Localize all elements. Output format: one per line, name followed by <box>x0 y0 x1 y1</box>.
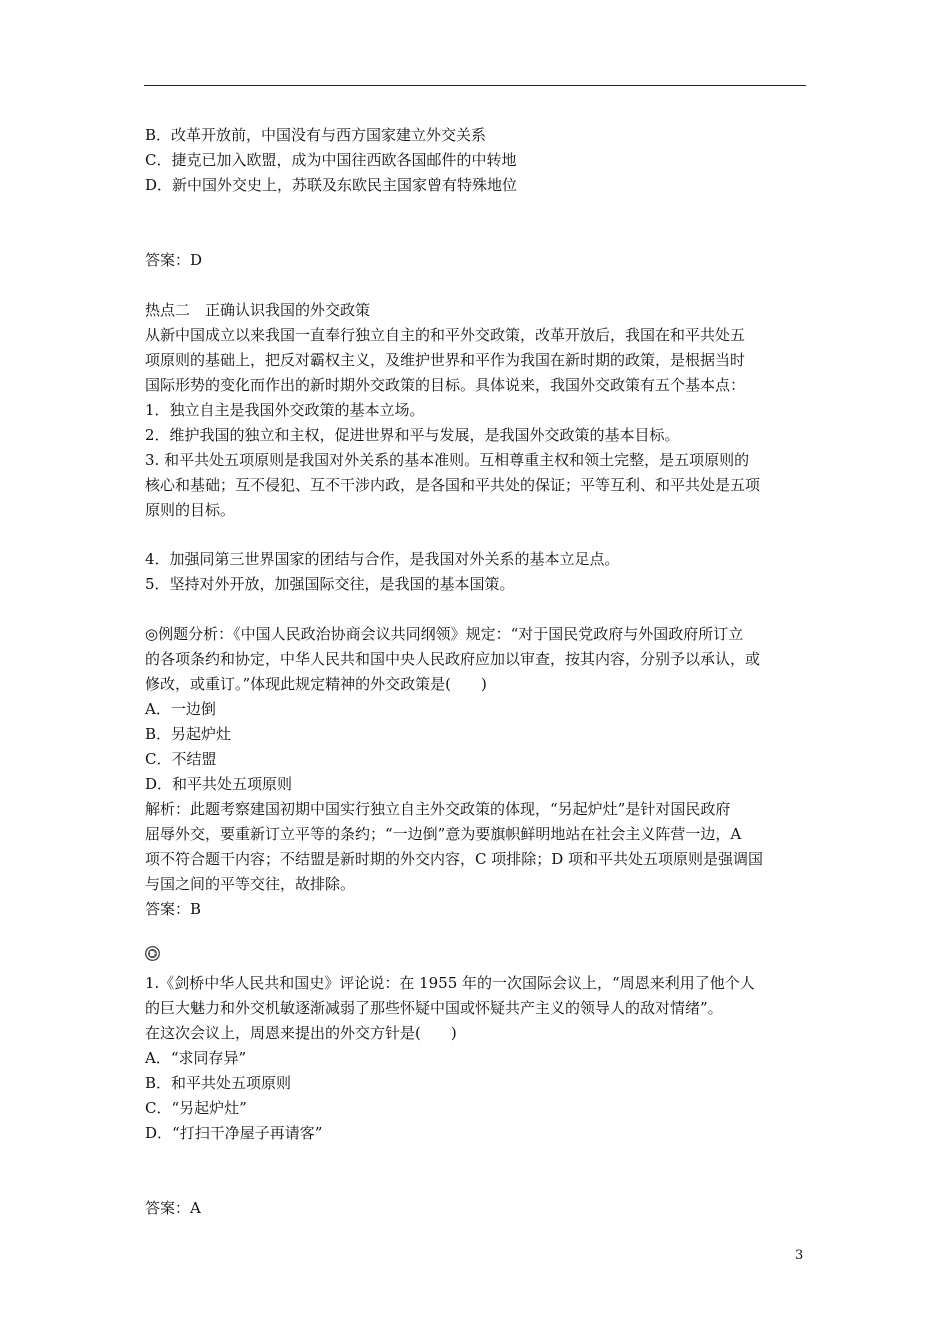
example-analysis: 项不符合题干内容；不结盟是新时期的外交内容，C 项排除；D 项和平共处五项原则是强调国 <box>145 850 764 868</box>
example-analysis: 与国之间的平等交往，故排除。 <box>145 875 356 893</box>
intro-line: 项原则的基础上，把反对霸权主义，及维护世界和平作为我国在新时期的政策，是根据当时 <box>145 351 746 369</box>
policy-point-3: 核心和基础；互不侵犯、互不干涉内政，是各国和平共处的保证；平等互利、和平共处是五项 <box>145 476 761 494</box>
practice-option: C．“另起炉灶” <box>145 1099 247 1117</box>
section-title: 热点二 正确认识我国的外交政策 <box>145 301 371 319</box>
policy-point-2: 2．维护我国的独立和主权，促进世界和平与发展，是我国外交政策的基本目标。 <box>145 426 680 444</box>
page-number: 3 <box>795 1248 804 1263</box>
prev-option-d: D．新中国外交史上，苏联及东欧民主国家曾有特殊地位 <box>145 176 518 194</box>
practice-option: A．“求同存异” <box>145 1049 247 1067</box>
example-stem: 的各项条约和协定，中华人民共和国中央人民政府应加以审查，按其内容，分别予以承认，或 <box>145 650 761 668</box>
practice-option: B．和平共处五项原则 <box>145 1074 292 1092</box>
practice-stem: 的巨大魅力和外交机敏逐渐减弱了那些怀疑中国或怀疑共产主义的领导人的敌对情绪”。 <box>145 999 723 1017</box>
intro-line: 从新中国成立以来我国一直奉行独立自主的和平外交政策，改革开放后，我国在和平共处五 <box>145 326 746 344</box>
example-answer: 答案：B <box>145 900 202 918</box>
example-stem: 修改，或重订。”体现此规定精神的外交政策是( ) <box>145 675 487 693</box>
practice-stem: 1.《剑桥中华人民共和国史》评论说：在 1955 年的一次国际会议上，“周恩来利用了他个人 <box>145 974 755 992</box>
header-rule <box>144 85 806 86</box>
example-analysis: 解析：此题考察建国初期中国实行独立自主外交政策的体现，“另起炉灶”是针对国民政府 <box>145 800 731 818</box>
practice-badge-icon <box>145 946 160 961</box>
example-option: C．不结盟 <box>145 750 217 768</box>
example-option: A．一边倒 <box>145 700 216 718</box>
policy-point-3: 原则的目标。 <box>145 501 236 519</box>
example-analysis: 屈辱外交，要重新订立平等的条约；“一边倒”意为要旗帜鲜明地站在社会主义阵营一边，A <box>145 825 742 843</box>
prev-option-b: B．改革开放前，中国没有与西方国家建立外交关系 <box>145 126 487 144</box>
prev-answer: 答案：D <box>145 251 203 269</box>
practice-stem: 在这次会议上，周恩来提出的外交方针是( ) <box>145 1024 457 1042</box>
example-option: B．另起炉灶 <box>145 725 232 743</box>
policy-point-4: 4．加强同第三世界国家的团结与合作，是我国对外关系的基本立足点。 <box>145 550 620 568</box>
example-option: D．和平共处五项原则 <box>145 775 293 793</box>
practice-option: D．“打扫干净屋子再请客” <box>145 1124 323 1142</box>
policy-point-3: 3. 和平共处五项原则是我国对外关系的基本准则。互相尊重主权和领土完整，是五项原则的 <box>145 451 750 469</box>
policy-point-5: 5．坚持对外开放，加强国际交往，是我国的基本国策。 <box>145 575 515 593</box>
intro-line: 国际形势的变化而作出的新时期外交政策的目标。具体说来，我国外交政策有五个基本点： <box>145 376 746 394</box>
practice-answer: 答案：A <box>145 1199 201 1217</box>
prev-option-c: C．捷克已加入欧盟，成为中国往西欧各国邮件的中转地 <box>145 151 517 169</box>
example-stem: ◎例题分析：《中国人民政治协商会议共同纲领》规定：“对于国民党政府与外国政府所订立 <box>145 625 744 643</box>
policy-point-1: 1．独立自主是我国外交政策的基本立场。 <box>145 401 425 419</box>
